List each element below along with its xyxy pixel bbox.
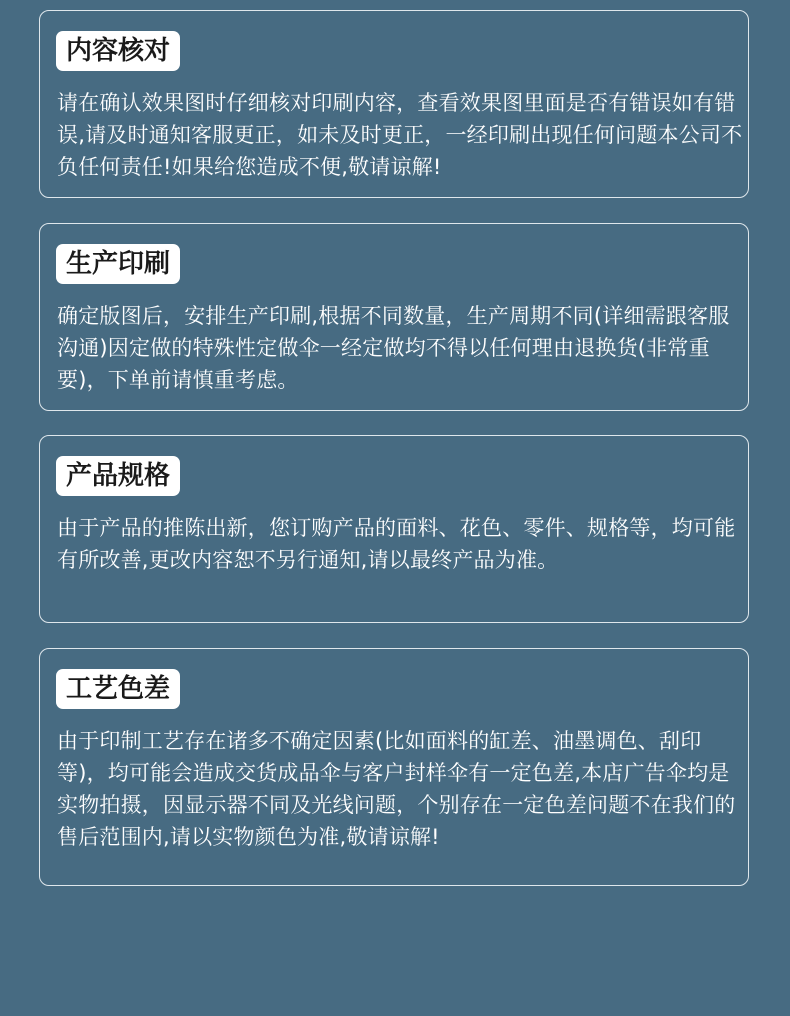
section-text: 由于产品的推陈出新，您订购产品的面料、花色、零件、规格等，均可能有所改善,更改内容恕不另行通知,请以最终产品为准。 [57,516,736,572]
section-text: 请在确认效果图时仔细核对印刷内容，查看效果图里面是否有错误如有错误,请及时通知客服更正，如未及时更正，一经印刷出现任何问题本公司不负任何责任!如果给您造成不便,敬请谅解! [57,91,743,179]
section-production-printing [39,223,749,411]
section-product-specs [39,435,749,623]
section-title: 生产印刷 [56,244,180,284]
section-color-difference [39,648,749,886]
section-content-check [39,10,749,198]
section-text: 由于印制工艺存在诸多不确定因素(比如面料的缸差、油墨调色、刮印等)，均可能会造成交货成品伞与客户封样伞有一定色差,本店广告伞均是实物拍摄，因显示器不同及光线问题，个别存在一定色差问题不在我们的售后范围内,请以实物颜色为准,敬请谅解! [57,729,736,849]
section-title: 内容核对 [56,31,180,71]
section-text: 确定版图后，安排生产印刷,根据不同数量，生产周期不同(详细需跟客服沟通)因定做的特殊性定做伞一经定做均不得以任何理由退换货(非常重要)，下单前请慎重考虑。 [57,304,730,392]
section-title: 工艺色差 [56,669,180,709]
section-title: 产品规格 [56,456,180,496]
